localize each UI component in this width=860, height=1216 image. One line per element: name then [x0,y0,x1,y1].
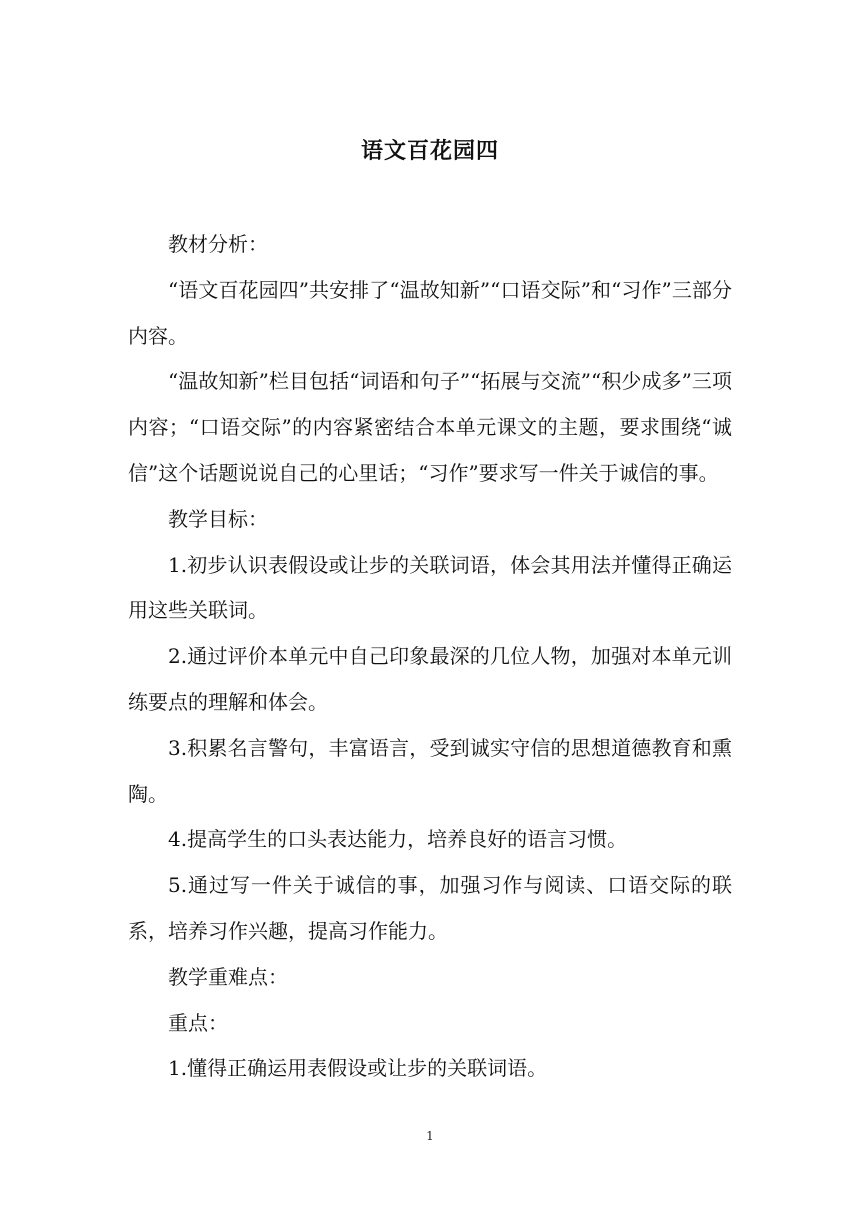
paragraph-goal-1: 1.初步认识表假设或让步的关联词语，体会其用法并懂得正确运用这些关联词。 [128,552,732,623]
paragraph-goal-2: 2.通过评价本单元中自己印象最深的几位人物，加强对本单元训练要点的理解和体会。 [128,644,732,714]
page-number: 1 [426,1129,434,1143]
paragraph-overview: “语文百花园四”共安排了“温故知新”“口语交际”和“习作”三部分内容。 [128,277,732,348]
paragraph-goal-4: 4.提高学生的口头表达能力，培养良好的语言习惯。 [168,827,628,852]
paragraph-focus-1: 1.懂得正确运用表假设或让步的关联词语。 [168,1056,548,1081]
paragraph-goal-3: 3.积累名言警句，丰富语言，受到诚实守信的思想道德教育和熏陶。 [128,735,732,806]
paragraph-focus-heading: 重点： [168,1010,228,1035]
document-body [128,222,732,1092]
paragraph-section-details: “温故知新”栏目包括“词语和句子”“拓展与交流”“积少成多”三项内容；“口语交际”的内容紧密结合本单元课文的主题，要求围绕“诚信”这个话题说说自己的心里话；“习作”要求写一件关于诚信的事。 [128,369,732,485]
paragraph-goal-5: 5.通过写一件关于诚信的事，加强习作与阅读、口语交际的联系，培养习作兴趣，提高习作能力。 [128,873,732,943]
document-title: 语文百花园四 [360,139,499,164]
paragraph-key-points-heading: 教学重难点： [168,964,288,989]
paragraph-textbook-analysis-heading: 教材分析： [168,232,268,256]
paragraph-teaching-goals-heading: 教学目标： [168,506,268,531]
